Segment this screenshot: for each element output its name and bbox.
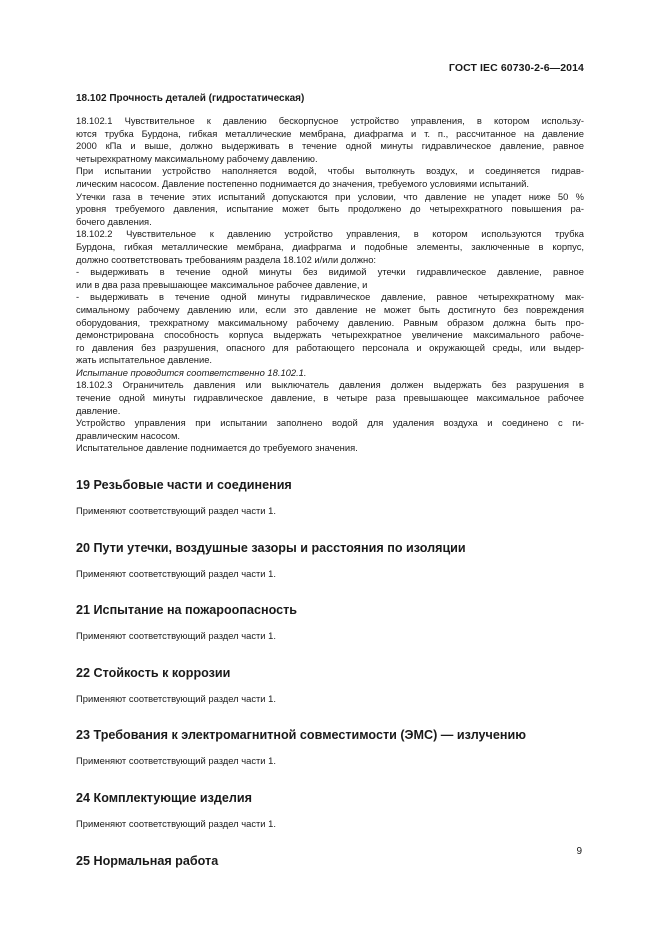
- section-text: Применяют соответствующий раздел части 1.: [76, 567, 276, 579]
- section: [76, 602, 584, 643]
- section: [76, 727, 584, 768]
- paragraph-line: Устройство управления при испытании заполнено водой для удаления воздуха и соединено с ги-: [76, 417, 584, 429]
- paragraph-line: жать испытательное давление.: [76, 354, 213, 366]
- paragraph-line: бочего давления.: [76, 215, 152, 227]
- paragraph-line: Утечки газа в течение этих испытаний допускаются при условии, что давление не упадет ниже 50 %: [76, 190, 584, 202]
- paragraph-line: - выдерживать в течение одной минуты без видимой утечки гидравлическое давление, равное: [76, 266, 584, 278]
- paragraph-line: уровня требуемого давления, испытание может быть продолжено до четырехкратного повышения ра-: [76, 203, 584, 215]
- paragraph-line: 18.102.2 Чувствительное к давлению устройство управления, в котором используются трубка: [76, 228, 584, 240]
- paragraph-line: го давления без разрушения, опасного для работающего персонала и окружающей среды, или выдер-: [76, 341, 584, 353]
- section-title: 24 Комплектующие изделия: [76, 791, 252, 805]
- subsection-body: [76, 115, 584, 455]
- paragraph-line: лическим насосом. Давление постепенно поднимается до значения, требуемого условиями испытаний.: [76, 177, 529, 189]
- section-text: Применяют соответствующий раздел части 1.: [76, 505, 276, 517]
- paragraph-line: При испытании устройство наполняется водой, чтобы вытолкнуть воздух, и соединяется гидрав-: [76, 165, 584, 177]
- section: [76, 540, 584, 581]
- paragraph-line: давление.: [76, 404, 121, 416]
- paragraph-line: 2000 кПа и выше, должно выдерживать в течение одной минуты гидравлическое давление, равное: [76, 140, 584, 152]
- subsection-title: 18.102 Прочность деталей (гидростатическая): [76, 93, 305, 104]
- paragraph-line: должно соответствовать требованиям раздела 18.102 и/или должно:: [76, 253, 377, 265]
- paragraph-line: или в два раза превышающее максимальное рабочее давление, и: [76, 278, 368, 290]
- paragraph-line: Испытание проводится соответственно 18.102.1.: [76, 366, 307, 378]
- paragraph-line: 18.102.1 Чувствительное к давлению бескорпусное устройство управления, в котором использу-: [76, 115, 584, 126]
- page-number: 9: [576, 846, 582, 857]
- paragraph-line: симальному рабочему давлению или, если это давление не может быть достигнуто без повреждения: [76, 303, 584, 315]
- section-title: 23 Требования к электромагнитной совместимости (ЭМС) — излучению: [76, 728, 526, 743]
- document-header: ГОСТ IEC 60730-2-6—2014: [448, 62, 584, 74]
- section: [76, 665, 584, 706]
- paragraph-line: Бурдона, гибкая металлические мембрана, диафрагма и подобные элементы, заключенные в корпус,: [76, 240, 584, 252]
- section-title: 22 Стойкость к коррозии: [76, 665, 231, 680]
- paragraph-line: 18.102.3 Ограничитель давления или выключатель давления должен выдержать без разрушения в: [76, 379, 584, 391]
- section: [76, 477, 584, 518]
- section: [76, 853, 584, 869]
- paragraph-line: течение одной минуты гидравлическое давление, в четыре раза превышающее максимальное рабочее: [76, 392, 584, 404]
- paragraph-line: Испытательное давление поднимается до требуемого значения.: [76, 442, 358, 454]
- section: [76, 790, 584, 831]
- sections-list: [76, 477, 584, 869]
- section-text: Применяют соответствующий раздел части 1.: [76, 630, 276, 642]
- paragraph-line: - выдерживать в течение одной минуты гидравлическое давление, равное четырехкратному мак-: [76, 291, 584, 303]
- section-title: 25 Нормальная работа: [76, 853, 219, 868]
- paragraph-line: четырехкратному максимальному рабочему давлению.: [76, 152, 318, 164]
- page-content: [76, 92, 584, 881]
- section-title: 21 Испытание на пожароопасность: [76, 603, 298, 618]
- paragraph-line: демонстрирована способность корпуса выдержать четырехкратное увеличение максимального рабоче-: [76, 329, 584, 341]
- section-title: 20 Пути утечки, воздушные зазоры и расстояния по изоляции: [76, 540, 466, 555]
- section-text: Применяют соответствующий раздел части 1.: [76, 755, 276, 767]
- paragraph-line: оборудования, трехкратному максимальному рабочему давлению. Равным образом должна быть про-: [76, 316, 584, 328]
- paragraph-line: ются трубка Бурдона, гибкая металлические мембрана, диафрагма и т. п., рассчитанное на давление: [76, 127, 584, 139]
- section-text: Применяют соответствующий раздел части 1.: [76, 818, 276, 829]
- section-title: 19 Резьбовые части и соединения: [76, 478, 292, 493]
- section-text: Применяют соответствующий раздел части 1.: [76, 692, 276, 704]
- paragraph-line: дравлическим насосом.: [76, 429, 180, 441]
